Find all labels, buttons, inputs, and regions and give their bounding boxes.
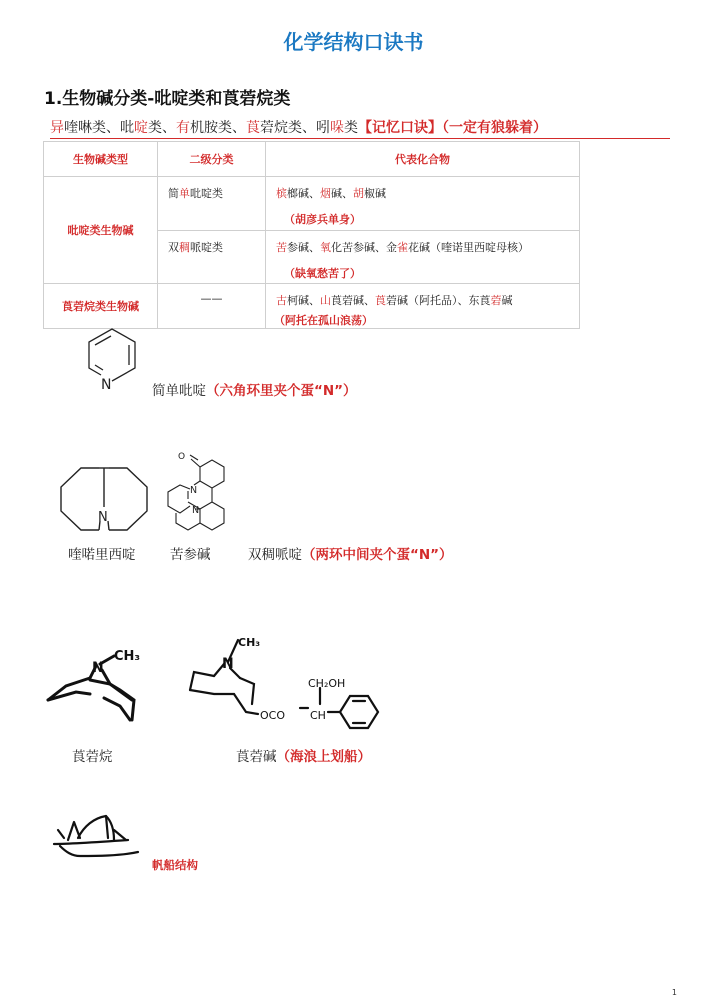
header-subclass: 二级分类: [158, 142, 266, 177]
rep-bipiperidine: [266, 231, 580, 284]
subclass-none: ——: [158, 284, 266, 329]
hyoscyamine-mnemonic: （海浪上划船）: [276, 749, 371, 765]
rep-text: 碱、: [331, 187, 353, 200]
bipiperidine-mnemonic: （两环中间夹个蛋“N”）: [302, 547, 453, 563]
mnem-char: 莨: [246, 120, 260, 136]
header-type: 生物碱类型: [44, 142, 158, 177]
compound-list: [276, 185, 579, 201]
rep-text: 化苦参碱、金: [331, 241, 397, 254]
mnem-text: 喹啉类、吡: [64, 120, 134, 136]
rep-char: 氧: [320, 241, 331, 254]
hydroxymethyl-label: CH₂OH: [308, 677, 346, 690]
sub-char: 单: [179, 187, 190, 200]
sub-text: 哌啶类: [190, 241, 223, 254]
pyridine-structure: [70, 328, 150, 394]
hyoscyamine-structure: [180, 632, 390, 732]
mnem-text: 类: [344, 120, 358, 136]
rep-text: 莨菪碱、: [331, 294, 375, 307]
tropane-structure: [40, 640, 160, 730]
classification-mnemonic-line: [50, 117, 547, 137]
category-pyridine: 吡啶类生物碱: [44, 177, 158, 284]
rep-char: 菪: [490, 294, 502, 307]
pyridine-mnemonic: （六角环里夹个蛋“N”）: [206, 383, 357, 399]
rep-char: 烟: [320, 187, 331, 200]
sub-text: 双: [168, 241, 179, 254]
rep-text: 椒碱: [364, 187, 386, 200]
mnem-text: 菪烷类、吲: [260, 120, 330, 136]
mnem-text: 类、: [148, 120, 176, 136]
bipiperidine-name: 双稠哌啶: [248, 547, 302, 563]
bipiperidine-caption: [248, 543, 453, 563]
rep-char: 山: [320, 294, 331, 307]
nitrogen-label: N: [92, 660, 104, 676]
rep-char: 雀: [397, 241, 408, 254]
matrine-caption: 苦参碱: [170, 547, 211, 563]
nitrogen-label: N: [98, 510, 108, 525]
section-heading: 1.生物碱分类-吡啶类和莨菪烷类: [44, 89, 291, 109]
mnem-char: 啶: [134, 120, 148, 136]
sailboat-sketch: [50, 810, 145, 865]
rep-text: 榔碱、: [287, 187, 320, 200]
row-mnemonic: （阿托在孤山浪荡）: [274, 314, 373, 327]
rep-char: 苦: [276, 241, 287, 254]
row-mnemonic: （胡彦兵单身）: [284, 213, 361, 226]
rep-char: 槟: [276, 187, 287, 200]
hyoscyamine-caption: [236, 745, 371, 765]
mnem-text: 机胺类、: [190, 120, 246, 136]
methyl-label: CH₃: [114, 649, 141, 664]
pyridine-name: 简单吡啶: [152, 383, 206, 399]
rep-text: 柯碱、: [287, 294, 320, 307]
page-number: 1: [671, 988, 677, 997]
sub-text: 简: [168, 187, 179, 200]
rep-text: 碱: [501, 294, 513, 307]
mnem-char: 异: [50, 120, 64, 136]
rep-char: 古: [276, 294, 287, 307]
mnem-char: 哚: [330, 120, 344, 136]
quinolizidine-caption: 喹喏里西啶: [68, 547, 136, 563]
oxygen-label: O: [178, 452, 186, 462]
row-mnemonic: （缺氧愁苦了）: [284, 267, 361, 280]
alkaloid-table: [43, 141, 580, 329]
nitrogen-label: N: [192, 505, 200, 516]
hyoscyamine-name: 莨菪碱: [236, 749, 277, 765]
header-representative: 代表化合物: [266, 142, 580, 177]
methine-label: CH: [310, 709, 326, 722]
category-tropane: 莨菪烷类生物碱: [44, 284, 158, 329]
matrine-structure: [160, 443, 240, 533]
rep-text: 菪碱（阿托品）、东莨: [386, 294, 491, 307]
subclass-simple-pyridine: [158, 177, 266, 231]
tropane-caption: 莨菪烷: [72, 749, 113, 765]
nitrogen-label: N: [222, 656, 234, 672]
nitrogen-label: N: [101, 377, 112, 393]
mnemonic-underline: [50, 138, 670, 139]
methyl-label: CH₃: [238, 636, 261, 649]
rep-tropane: [266, 284, 580, 329]
compound-list: [276, 239, 579, 255]
nitrogen-label: N: [190, 485, 198, 496]
sub-text: 吡啶类: [190, 187, 223, 200]
rep-text: 参碱、: [287, 241, 320, 254]
pyridine-caption: [152, 379, 357, 399]
page-title: 化学结构口诀书: [283, 30, 424, 54]
rep-text: 花碱（喹诺里西啶母核）: [408, 241, 529, 254]
rep-simple-pyridine: [266, 177, 580, 231]
mnemonic-tag: 【记忆口诀】（一定有狼躲着）: [358, 120, 547, 136]
subclass-bipiperidine: [158, 231, 266, 284]
quinolizidine-structure: [55, 465, 155, 537]
ester-label: OCO: [260, 709, 285, 722]
rep-char: 莨: [375, 294, 386, 307]
boat-caption: 帆船结构: [152, 858, 198, 872]
sub-char: 稠: [179, 241, 190, 254]
rep-char: 胡: [353, 187, 364, 200]
mnem-char: 有: [176, 120, 190, 136]
compound-list: [276, 292, 579, 308]
